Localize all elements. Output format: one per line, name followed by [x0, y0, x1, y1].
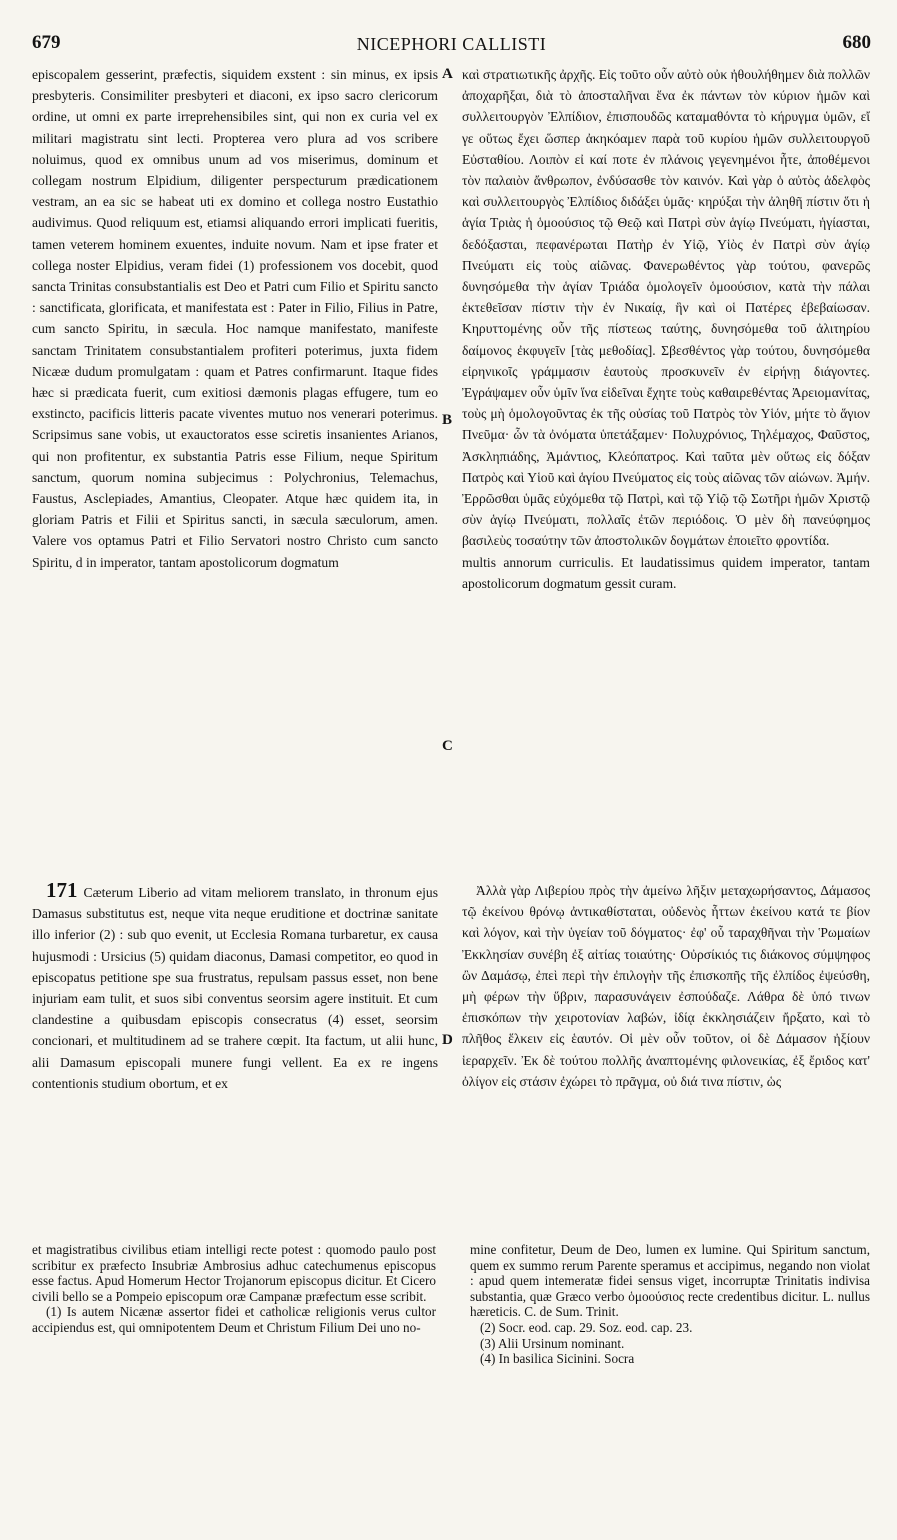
latin-text-2: Cæterum Liberio ad vitam meliorem translato, in thronum ejus Damasus substitutus est, neque vita neque eruditione et doctrinæ sanitate illo inferior (2) : sub quo evenit, ut Ecclesia Romana turbaretur, ex causa hujusmodi : Ursicius (5) quidam diaconus, Damasi competitor, eo quod in episcopatus petitione spe sua frustratus, repulsam passus esset, non bene injuriam eam tulit, et suos sibi conventus seorsim agere instituit. Et cum clandestine a quibusdam episcopis consecratus (4) esset, seorsim concionari, et multitudinem ad se trahere cœpit. Ita factum, ut alii hunc, alii Damasum episcopali munere fungi vellent. Ea ex re ingens contentionis studium obortum, et ex	[32, 885, 438, 1091]
footnote-continuation-right: mine confitetur, Deum de Deo, lumen ex lumine. Qui Spiritum sanctum, quem ex summo rerum Parente speramus et accipimus, negando non violat : apud quem intemeratæ fidei sensus viget, incorruptæ Trinitatis indivisa substantia, quæ Græco verbo ὁμοούσιος recte credentibus dicitur. L. nullus hæreticis. C. de Sum. Trinit.	[470, 1242, 870, 1320]
margin-marker-b: B	[442, 412, 453, 428]
greek-column-section-1	[462, 64, 870, 594]
footnotes-right	[470, 1242, 870, 1367]
page-number-left: 679	[32, 32, 61, 53]
latin-column-section-1	[32, 64, 438, 573]
footnote-1: (1) Is autem Nicænæ assertor fidei et catholicæ religionis verus cultor accipiendus est, qui omnipotentem Deum et Christum Filium Dei uno no-	[32, 1304, 436, 1335]
page-number-right: 680	[842, 32, 871, 53]
greek-column-section-2	[462, 880, 870, 1092]
footnote-continuation-left: et magistratibus civilibus etiam intelligi recte potest : quomodo paulo post scribitur ex præfecto Insubriæ Ambrosius adhuc catechumenus episcopus esse factus. Apud Homerum Hector Trojanorum episcopus dicitur. Et Cicero civili bello se a Pompeio episcopum oræ Campanæ præfectum esse scribit.	[32, 1242, 436, 1304]
greek-text-1: καὶ στρατιωτικῆς ἀρχῆς. Εἰς τοῦτο οὖν αὐτὸ οὐκ ἠθουλήθημεν διὰ πολλῶν ἀποχαρῆξαι, διὰ τὸ ἀποσταλῆναι ἕνα ἐκ πάντων τὸν κύριον ἡμῶν καὶ συλλειτουργὸν Ἐλπίδιον, ἐπισπουδῶς καταμαθόντα τὸ κήρυγμα ὑμῶν, εἴ γε οὕτως ἔχει ὥσπερ ἀκηκόαμεν παρὰ τοῦ κυρίου ἡμῶν συλλειτουργοῦ Εὐσταθίου. Λοιπὸν εἰ καί ποτε ἐν πλάνοις γεγενημένοι ἦτε, ἀποθέμενοι τὸν παλαιὸν ἄνθρωπον, ἐνδύσασθε τὸν καινόν. Καὶ γὰρ ὁ αὐτὸς ἀδελφὸς καὶ συλλειτουργὸς Ἐλπίδιος διδάξει ὑμᾶς· κηρύξαι τὴν ἀληθῆ πίστιν ὅτι ἡ ἁγία Τριὰς ἡ ὁμοούσιος τῷ Θεῷ καὶ Πατρὶ σὺν ἁγίῳ Πνεύματι, ἡγίασται, δεδόξασται, πεφανέρωται Πατὴρ ἐν Υἱῷ, Υἱὸς ἐν Πατρὶ σὺν ἁγίῳ Πνεύματι εἰς τοὺς αἰῶνας. Φανερωθέντος γὰρ τούτου, φανερῶς δυνησόμεθα τὴν ἁγίαν Τριάδα ὁμολογεῖν ὁμοούσιον, κατὰ τὴν πάλαι ἐκτεθεῖσαν πίστιν τὴν ἐν Νικαίᾳ, ἣν καὶ οἱ Πατέρες ἐβεβαίωσαν. Κηρυττομένης οὖν τῆς πίστεως ταύτης, δυνησόμεθα τοῦ ἀλιτηρίου δαίμονος ἐκφυγεῖν [τὰς μεθοδίας]. Σβεσθέντος γὰρ τούτου, δυνησόμεθα εἰρηνικοῖς γράμμασιν ἑαυτοὺς προσκυνεῖν ἐν εἰρήνῃ διάγοντες. Ἐγράψαμεν οὖν ὑμῖν ἵνα εἰδεῖναι ἔχητε τοὺς καθαιρεθέντας Ἀρειομανίτας, τοὺς μὴ ὁμολογοῦντας ἐκ τῆς οὐσίας τοῦ Πατρὸς τὸν Υἱόν, μήτε τὸ ἅγιον Πνεῦμα· ὧν τὰ ὀνόματα ὑπετάξαμεν· Πολυχρόνιος, Τηλέμαχος, Φαῦστος, Ἀσκληπιάδης, Ἀμάντιος, Κλεόπατρος. Καὶ ταῦτα μὲν οὕτως εἰς δόξαν Πατρὸς καὶ Υἱοῦ καὶ ἁγίου Πνεύματος εἰς τοὺς αἰῶνας τῶν αἰώνων. Ἀμήν. Ἐρρῶσθαι ὑμᾶς εὐχόμεθα τῷ Πατρὶ, καὶ τῷ Υἱῷ τῷ Σωτῆρι ἡμῶν Χριστῷ σὺν ἁγίῳ Πνεύματι, πολλαῖς ἐτῶν περιόδοις. Ὁ μὲν δὴ πανεύφημος βασιλεὺς τοσαύτην τῶν ἀποστολικῶν δογμάτων ἐποιεῖτο φροντίδα.	[462, 67, 870, 549]
latin-column-section-2	[32, 880, 438, 1094]
margin-marker-c: C	[442, 738, 453, 754]
footnote-4: (4) In basilica Sicinini. Socra	[480, 1351, 635, 1367]
footnotes-left	[32, 1242, 436, 1336]
footnote-3: (3) Alii Ursinum nominant.	[480, 1335, 625, 1351]
greek-text-2: Ἀλλὰ γὰρ Λιβερίου πρὸς τὴν ἀμείνω λῆξιν μεταχωρήσαντος, Δάμασος τῷ ἐκείνου θρόνῳ ἀντικαθίσταται, οὐδενὸς ἧττων ἐκείνου κατά τε βίον καὶ λόγον, καὶ τὴν ὑγείαν τοῦ δόγματος· ἐφ' οὗ ταραχθῆναι τὴν Ῥωμαίων Ἐκκλησίαν συνέβη ἐξ αἰτίας τοιαύτης· Οὐρσίκιός τις διάκονος σύμψηφος ὢν Δαμάσῳ, ἐπεὶ περὶ τὴν ἐπιλογὴν τῆς ἐπισκοπῆς τῆς ἐλπίδος ἐψεύσθη, μὴ φέρων τὴν ὕβριν, παρασυνάγειν ἐσπούδαζε. Λάθρα δὲ ὑπό τινων ἐπισκόπων τὴν χειροτονίαν λαβών, ἰδίᾳ ἐκκλησιάζειν ἤρξατο, καὶ τὸ πλῆθος ἕλκειν εἰς ἑαυτόν. Οἱ μὲν οὖν τοῦτον, οἱ δὲ Δάμασον ἠξίουν ἱεραρχεῖν. Ἐκ δὲ τούτου πολλῆς ἀναπτομένης φιλονεικίας, ἐξ ἔριδος κατ' ὀλίγον εἰς στάσιν ἐχώρει τὸ πρᾶγμα, οὐ διά τινα πίστιν, ὡς	[462, 883, 870, 1089]
latin-bridge-text: multis annorum curriculis. Et laudatissimus quidem imperator, tantam apostolicorum dogmatum gessit curam.	[462, 554, 870, 591]
latin-paragraph-171	[32, 880, 438, 1094]
footnote-2: (2) Socr. eod. cap. 29. Soz. eod. cap. 23.	[480, 1319, 693, 1335]
page-header	[32, 32, 871, 58]
running-title: NICEPHORI CALLISTI	[356, 34, 547, 54]
margin-marker-d: D	[442, 1032, 453, 1048]
latin-text-1: episcopalem gesserint, præfectis, siquidem exstent : sin minus, ex ipsis presbyteris. Consimiliter presbyteri et diaconi, ex ipso sacro clericorum ordine, ut omni ex parte irreprehensibiles sint, qui non ex curia vel ex militari magistratu sint lecti. Propterea vero plura ad vos scribere noluimus, quod ex omnibus unum ad vos miserimus, dominum et collegam nostrum Elpidium, diligenter perspecturum prædicationem vestram, an ea sic se habeat uti ex domino et collega nostro Eustathio audivimus. Quod reliquum est, etiamsi aliquando errori implicati fueritis, tamen veterem hominem exuentes, induite novum. Nam et ipse frater et collega noster Elpidius, veram fidei (1) professionem vos docebit, quod sancta Trinitas consubstantialis est Deo et Patri cum Filio et Spiritu sancto : sanctificata, glorificata, et manifestata est : Pater in Filio, Filius in Patre, cum sancto Spiritu, in sæcula. Hoc namque manifestato, manifeste sanctam Trinitatem consubstantialem profiteri poterimus, juxta fidem Nicææ dudum promulgatam : quam et Patres confirmarunt. Itaque fides hæc si prædicata fuerit, cum exitiosi dæmonis plagas effugere, tum eo exstincto, pacificis litteris pacate viventes mutuo nos venerari poterimus. Scripsimus sane vobis, ut exauctoratos esse sciretis insanientes Arianos, qui non profitentur, ex substantia Patris esse Filium, neque Spiritum sanctum, quorum nomina subjecimus : Polychronius, Telemachus, Faustus, Asclepiades, Amantius, Cleopater. Atque hæc quidem ita, in gloriam Patris et Filii et Spiritus sancti, in sæcula sæculorum, amen. Valere vos optamus Patri et Filio Servatori nostro Christo cum sancto Spiritu, d in imperator, tantam apostolicorum dogmatum	[32, 67, 438, 570]
section-number: 171	[46, 878, 78, 902]
margin-marker-a: A	[442, 66, 453, 82]
